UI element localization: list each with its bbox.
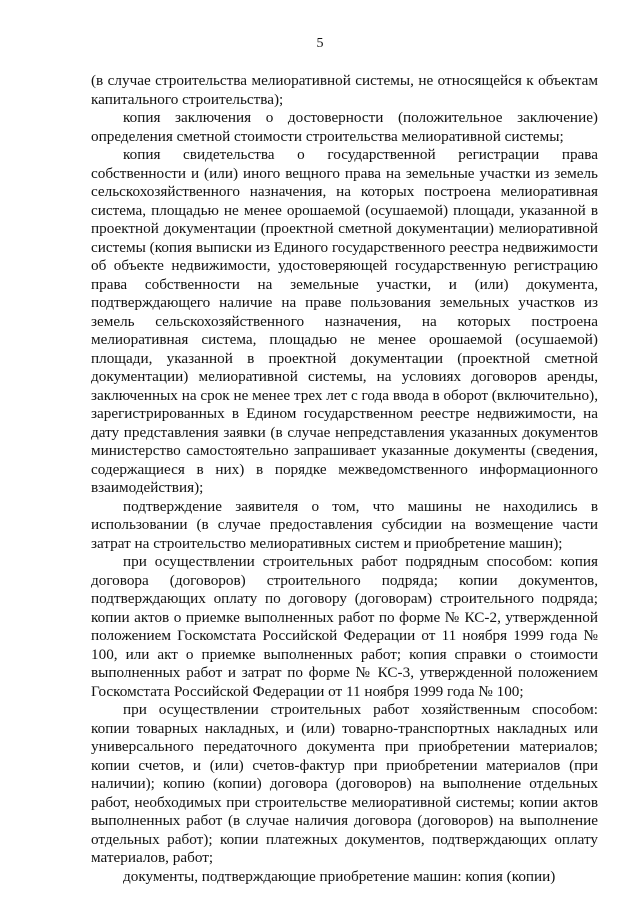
paragraph: документы, подтверждающие приобретение машин: копия (копии): [123, 867, 556, 885]
paragraph: (в случае строительства мелиоративной системы, не относящейся к объектам капитального строительства);: [91, 72, 598, 108]
paragraph: подтверждение заявителя о том, что машины не находились в использовании (в случае предоставления субсидии на возмещение части затрат на строительство мелиоративных систем и приобретение машин);: [91, 497, 598, 552]
paragraph: при осуществлении строительных работ хозяйственным способом: копии товарных накладных, и (или) товарно-транспортных накладных или универсального передаточного документа при приобретении материалов; копии счетов, и (или) счетов-фактур при приобретении материалов (при наличии); копию (копии) договора (договоров) на выполнение отдельных работ, необходимых при строительстве мелиоративной системы; копии актов выполненных работ (в случае наличия договора (договоров) на выполнение отдельных работ); копии платежных документов, подтверждающих оплату материалов, работ;: [91, 701, 598, 866]
paragraph: при осуществлении строительных работ подрядным способом: копия договора (договоров) строительного подряда; копии документов, подтверждающих оплату по договору (договорам) строительного подряда; копии актов о приемке выполненных работ по форме № КС-2, утвержденной положением Госкомстата Российской Федерации от 11 ноября 1999 года № 100, или акт о приемке выполненных работ; копия справки о стоимости выполненных работ и затрат по форме № КС-3, утвержденной положением Госкомстата Российской Федерации от 11 ноября 1999 года № 100;: [91, 553, 598, 700]
document-body: [91, 72, 598, 886]
paragraph: копия заключения о достоверности (положительное заключение) определения сметной стоимости строительства мелиоративной системы;: [91, 109, 598, 145]
page-number: 5: [316, 36, 324, 51]
paragraph: копия свидетельства о государственной регистрации права собственности и (или) иного вещного права на земельные участки из земель сельскохозяйственного назначения, на которых построена мелиоративная система, площадью не менее орошаемой (осушаемой) площади, указанной в проектной документации (проектной сметной документации) мелиоративной системы (копия выписки из Единого государственного реестра недвижимости об объекте недвижимости, удостоверяющей государственную регистрацию права собственности на земельные участки, и (или) документа, подтверждающего наличие на праве пользования земельных участков из земель сельскохозяйственного назначения, на которых построена мелиоративная система, площадью не менее орошаемой (осушаемой) площади, указанной в проектной документации (проектной сметной документации) мелиоративной системы, на условиях договоров аренды, заключенных на срок не менее трех лет с года ввода в оборот (включительно), зарегистрированных в Едином государственном реестре недвижимости, на дату представления заявки (в случае непредставления указанных документов министерство самостоятельно запрашивает указанные документы (сведения, содержащиеся в них) в порядке межведомственного информационного взаимодействия);: [91, 146, 598, 496]
